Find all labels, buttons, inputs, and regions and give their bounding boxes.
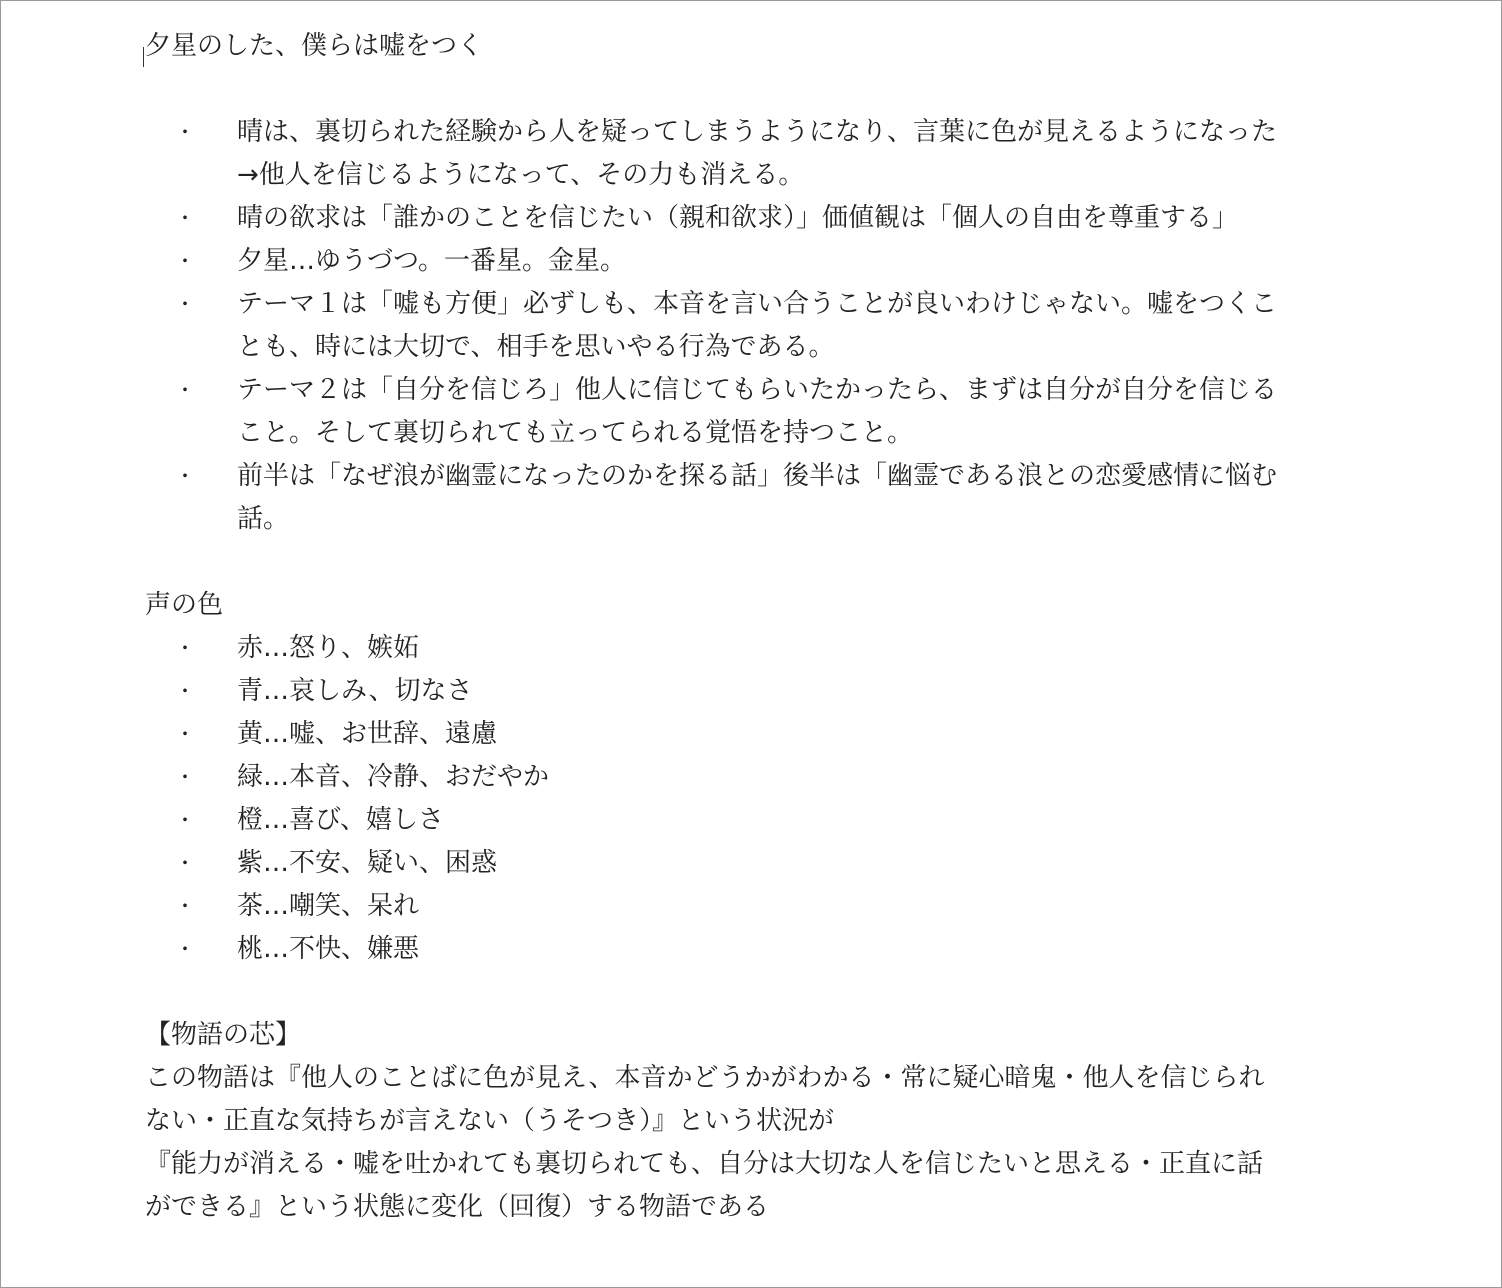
- bullet-icon: ・: [175, 120, 195, 144]
- list-item-line: 晴の欲求は「誰かのことを信じたい（親和欲求）」価値観は「個人の自由を尊重する」: [237, 203, 1239, 233]
- list-item: [145, 928, 1355, 971]
- notes-list: [145, 111, 1355, 541]
- document-title: 夕星のした、僕らは嘘をつく: [145, 31, 484, 61]
- bullet-icon: ・: [175, 206, 195, 230]
- list-item-line: 夕星…ゆうづつ。一番星。金星。: [237, 246, 626, 276]
- paragraph-line: ができる』という状態に変化（回復）する物語である: [145, 1192, 770, 1222]
- list-item: [145, 369, 1355, 455]
- list-item-line: テーマ２は「自分を信じろ」他人に信じてもらいたかったら、まずは自分が自分を信じる: [237, 375, 1278, 405]
- list-item-line: テーマ１は「嘘も方便」必ずしも、本音を言い合うことが良いわけじゃない。嘘をつくこ: [237, 289, 1278, 319]
- list-item-text: 青…哀しみ、切なさ: [237, 676, 473, 706]
- list-item-text: 茶…嘲笑、呆れ: [237, 891, 420, 921]
- list-item: [145, 670, 1355, 713]
- list-item-text: 桃…不快、嫌悪: [237, 934, 420, 964]
- list-item-line: こと。そして裏切られても立ってられる覚悟を持つこと。: [237, 418, 914, 448]
- blank-line: [145, 541, 1355, 584]
- list-item-text: 緑…本音、冷静、おだやか: [237, 762, 550, 792]
- document-body[interactable]: [145, 25, 1355, 1229]
- list-item: [145, 111, 1355, 197]
- bullet-icon: ・: [175, 679, 195, 703]
- list-item: [145, 713, 1355, 756]
- bullet-icon: ・: [175, 765, 195, 789]
- section-heading-story-core: 【物語の芯】: [145, 1020, 302, 1050]
- bullet-icon: ・: [175, 851, 195, 875]
- list-item-line: 話。: [237, 504, 290, 534]
- bullet-icon: ・: [175, 464, 195, 488]
- list-item-line: 前半は「なぜ浪が幽霊になったのかを探る話」後半は「幽霊である浪との恋愛感情に悩む: [237, 461, 1278, 491]
- list-item-text: 橙…喜び、嬉しさ: [237, 805, 444, 835]
- list-item-line: とも、時には大切で、相手を思いやる行為である。: [237, 332, 835, 362]
- bullet-icon: ・: [175, 292, 195, 316]
- bullet-icon: ・: [175, 378, 195, 402]
- list-item: [145, 455, 1355, 541]
- blank-line: [145, 971, 1355, 1014]
- list-item: [145, 799, 1355, 842]
- voice-colors-list: [145, 627, 1355, 971]
- list-item-line: 晴は、裏切られた経験から人を疑ってしまうようになり、言葉に色が見えるようになった: [237, 117, 1278, 147]
- list-item-text: 黄…嘘、お世辞、遠慮: [237, 719, 498, 749]
- list-item: [145, 283, 1355, 369]
- list-item-line: →他人を信じるようになって、その力も消える。: [237, 160, 805, 190]
- bullet-icon: ・: [175, 937, 195, 961]
- list-item-text: 紫…不安、疑い、困惑: [237, 848, 498, 878]
- bullet-icon: ・: [175, 894, 195, 918]
- list-item: [145, 885, 1355, 928]
- paragraph-line: 『能力が消える・嘘を吐かれても裏切られても、自分は大切な人を信じたいと思える・正直に話: [145, 1149, 1264, 1179]
- paragraph-line: この物語は『他人のことばに色が見え、本音かどうかがわかる・常に疑心暗鬼・他人を信じられ: [145, 1063, 1265, 1093]
- section-heading-voice-colors: 声の色: [145, 590, 224, 620]
- blank-line: [145, 68, 1355, 111]
- bullet-icon: ・: [175, 722, 195, 746]
- list-item: [145, 756, 1355, 799]
- text-cursor: [143, 47, 144, 67]
- list-item: [145, 627, 1355, 670]
- bullet-icon: ・: [175, 249, 195, 273]
- bullet-icon: ・: [175, 636, 195, 660]
- list-item: [145, 842, 1355, 885]
- list-item-text: 赤…怒り、嫉妬: [237, 633, 420, 663]
- paragraph-line: ない・正直な気持ちが言えない（うそつき）』という状況が: [145, 1106, 835, 1136]
- bullet-icon: ・: [175, 808, 195, 832]
- list-item: [145, 197, 1355, 240]
- list-item: [145, 240, 1355, 283]
